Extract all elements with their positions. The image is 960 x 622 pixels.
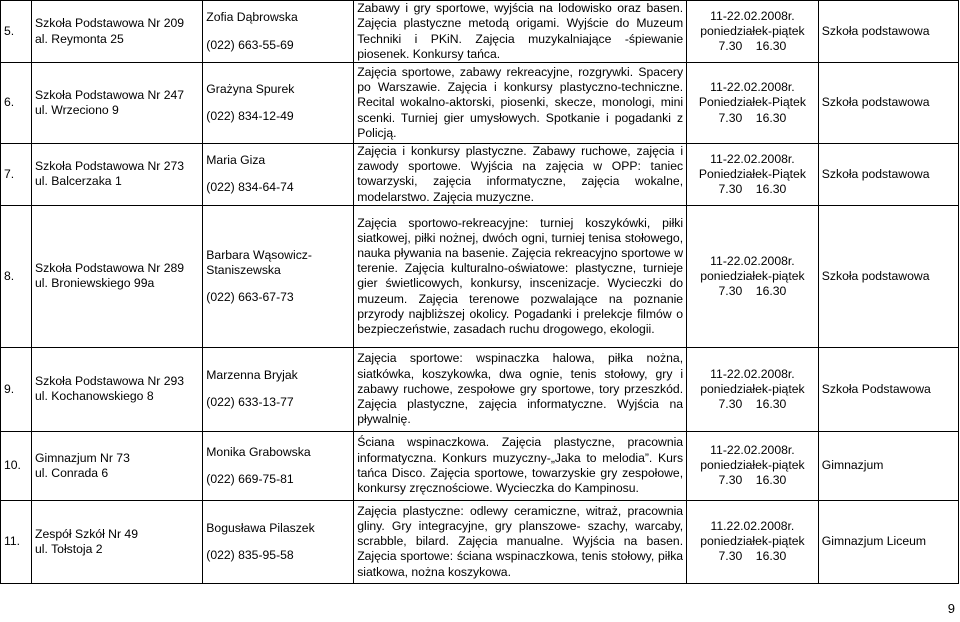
target-group: Gimnazjum Liceum [821,534,927,549]
contact-person: Monika Grabowska [206,444,311,459]
row-number-cell [1,63,32,144]
table-row [1,431,959,500]
weekdays: Poniedziałek-Piątek [698,95,806,110]
hours: 7.30 16.30 [718,396,787,411]
program-description: Zabawy i gry sportowe, wyjścia na lodowisko oraz basen. Zajęcia plastyczne metodą origami. Wyjście do Muzeum Techniki i PKiN. Zajęcia muzykalniające -śpiewanie piosenek. Konkursy tańca. [357,1,684,61]
contact-spacer [206,460,350,472]
table-row [1,500,959,583]
school-name: Szkoła Podstawowa Nr 209 [35,16,185,31]
target-cell [818,347,958,431]
contact-cell [203,500,354,583]
table-row [1,144,959,206]
date-range: 11.22.02.2008r. [710,519,795,533]
contact-cell [203,144,354,206]
school-cell [32,205,203,347]
dates-cell [687,144,819,206]
dates-cell [687,347,819,431]
contact-person: Zofia Dąbrowska [206,10,298,25]
contact-phone: (022) 834-64-74 [206,180,294,195]
target-group: Gimnazjum [821,458,884,473]
target-group: Szkoła podstawowa [821,23,930,38]
contact-person: Barbara Wąsowicz- [206,247,312,262]
date-range: 11-22.02.2008r. [710,80,795,95]
row-number: 11. [4,534,21,549]
school-address: ul. Wrzeciono 9 [35,103,119,117]
contact-cell [203,347,354,431]
row-number: 7. [4,166,15,181]
dates-cell [687,63,819,144]
row-number: 6. [4,95,15,110]
target-cell [818,144,958,206]
hours: 7.30 16.30 [718,110,787,125]
program-cell [354,347,687,431]
contact-spacer [206,97,350,109]
dates-cell [687,205,819,347]
school-address: ul. Kochanowskiego 8 [35,389,154,404]
contact-person: Marzenna Bryjak [206,368,298,383]
hours: 7.30 16.30 [718,473,787,488]
program-cell [354,431,687,500]
row-number-cell [1,144,32,206]
program-description: Zajęcia sportowo-rekreacyjne: turniej koszykówki, piłki siatkowej, piłki nożnej, dwóch ogni, turniej tenisa stołowego, nauka pływania na basenie. Zajęcia rekreacyjno sportowe w terenie. Zajęcia kulturalno-oświatowe: plastyczne, turnieje gier świetlicowych, konkursy, inscenizacje. Wycieczki do muzeum. Zajęcia terenowe pozwalające na poznanie przyrody najbliższej okolicy. Pogadanki i prelekcje filmów o bezpieczeństwie, zasadach ruchu drogowego, ekologii. [357,215,684,336]
contact-phone: (022) 663-55-69 [206,37,294,52]
school-cell [32,347,203,431]
program-description: Zajęcia plastyczne: odlewy ceramiczne, witraż, pracownia gliny. Gry integracyjne, gry planszowe- szachy, warcaby, scrabble, bilard. Zajęcia manualne. Wyjścia na basen. Zajęcia sportowe: ściana wspinaczkowa, tenis stołowy, piłka siatkowa, nożna koszykowa. [357,503,684,579]
school-cell [32,500,203,583]
program-cell [354,205,687,347]
contact-phone: (022) 669-75-81 [206,471,294,486]
school-address: al. Reymonta 25 [35,31,124,46]
target-cell [818,63,958,144]
contact-phone: (022) 633-13-77 [206,395,294,410]
school-name: Zespół Szkół Nr 49 [35,526,138,541]
contact-spacer [206,26,350,38]
hours: 7.30 16.30 [718,182,787,196]
table-row [1,1,959,63]
weekdays: Poniedziałek-Piątek [698,166,806,181]
date-range: 11-22.02.2008r. [710,443,795,457]
contact-person: Maria Giza [206,153,266,168]
school-address: ul. Broniewskiego 99a [35,276,155,291]
program-description: Ściana wspinaczkowa. Zajęcia plastyczne, pracownia informatyczna. Konkurs muzyczny-„Jaka to melodia”. Kurs tańca Disco. Zajęcia sportowe, towarzyskie gry zespołowe, konkursy zręcznościowe. Wycieczka do Kampinosu. [357,435,684,496]
target-group: Szkoła podstawowa [821,95,930,110]
row-number-cell [1,500,32,583]
program-cell [354,1,687,63]
contact-person: Grażyna Spurek [206,81,295,96]
school-address: ul. Conrada 6 [35,465,109,480]
contact-spacer [206,536,350,548]
table-row [1,205,959,347]
program-description: Zajęcia i konkursy plastyczne. Zabawy ruchowe, zajęcia i zawody sportowe. Wyjścia na zajęcia w OPP: taniec towarzyski, zajęcia informatyczne, zajęcia wokalne, modelarstwo. Zajęcia muzyczne. [357,144,684,204]
school-name: Gimnazjum Nr 73 [35,450,130,465]
hours: 7.30 16.30 [718,39,787,54]
date-range: 11-22.02.2008r. [710,366,795,381]
target-cell [818,205,958,347]
target-group: Szkoła podstawowa [821,166,930,181]
contact-cell [203,431,354,500]
contact-spacer [206,168,350,180]
row-number: 9. [4,381,15,396]
row-number: 8. [4,268,15,283]
hours: 7.30 16.30 [718,283,787,298]
school-name: Szkoła Podstawowa Nr 289 [35,261,185,276]
target-cell [818,500,958,583]
dates-cell [687,431,819,500]
row-number: 5. [4,23,15,38]
weekdays: poniedziałek-piątek [700,458,805,473]
contact-spacer [206,278,350,290]
school-address: ul. Balcerzaka 1 [35,174,122,189]
table-row [1,63,959,144]
program-cell [354,63,687,144]
contact-phone: (022) 835-95-58 [206,547,294,562]
row-number-cell [1,431,32,500]
school-address: ul. Tołstoja 2 [35,541,103,556]
date-range: 11-22.02.2008r. [710,8,795,23]
page-number: 9 [947,601,955,616]
weekdays: poniedziałek-piątek [700,268,805,283]
program-cell [354,500,687,583]
target-group: Szkoła podstawowa [821,268,930,283]
contact-spacer [206,383,350,395]
target-cell [818,1,958,63]
weekdays: poniedziałek-piątek [700,381,805,396]
weekdays: poniedziałek-piątek [700,534,805,549]
date-range: 11-22.02.2008r. [710,151,795,166]
table-row [1,347,959,431]
hours: 7.30 16.30 [718,549,787,564]
contact-phone: (022) 834-12-49 [206,109,294,123]
contact-cell [203,63,354,144]
target-cell [818,431,958,500]
school-name: Szkoła Podstawowa Nr 293 [35,374,185,389]
date-range: 11-22.02.2008r. [710,253,795,268]
contact-cell [203,205,354,347]
weekdays: poniedziałek-piątek [700,23,805,38]
school-name: Szkoła Podstawowa Nr 247 [35,87,185,102]
school-cell [32,1,203,63]
school-cell [32,431,203,500]
contact-cell [203,1,354,63]
row-number-cell [1,205,32,347]
table-body [1,1,959,584]
target-group: Szkoła Podstawowa [821,381,931,396]
program-cell [354,144,687,206]
dates-cell [687,500,819,583]
contact-person: Staniszewska [206,262,281,277]
row-number: 10. [4,458,21,473]
contact-person: Bogusława Pilaszek [206,520,315,535]
school-cell [32,144,203,206]
program-description: Zajęcia sportowe, zabawy rekreacyjne, rozgrywki. Spacery po Warszawie. Zajęcia i konkursy plastyczno-techniczne. Recital wokalno-aktorski, piosenki, skecze, monologi, mini scenki. Turniej gier umysłowych. Spotkanie i pogadanki z Policją. [357,64,684,140]
row-number-cell [1,347,32,431]
school-name: Szkoła Podstawowa Nr 273 [35,159,185,174]
contact-phone: (022) 663-67-73 [206,289,294,304]
dates-cell [687,1,819,63]
program-description: Zajęcia sportowe: wspinaczka halowa, piłka nożna, siatkówka, koszykowka, dwa ognie, tenis stołowy, gry i zabawy ruchowe, zespołowe gry sportowe, tory przeszkód. Zajęcia plastyczne, zajęcia informatyczne. Wyjścia na pływalnię. [357,351,684,427]
school-cell [32,63,203,144]
row-number-cell [1,1,32,63]
